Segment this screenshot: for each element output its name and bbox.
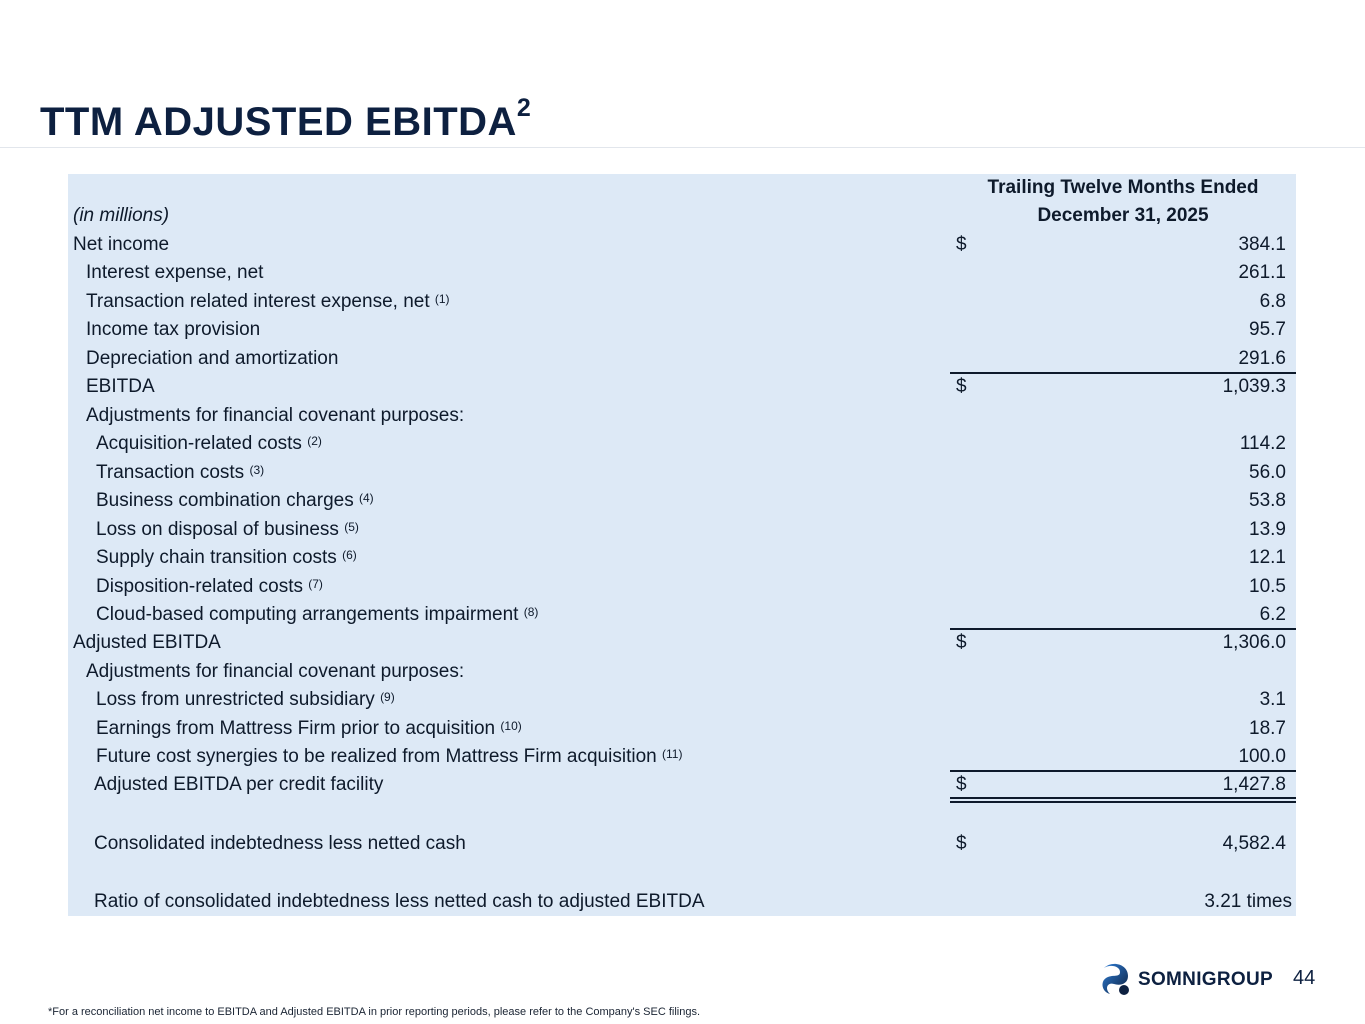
table-row <box>68 888 1296 916</box>
footnote-ref: (11) <box>662 747 683 761</box>
table-row <box>68 544 1296 572</box>
footnote-ref: (2) <box>307 434 322 448</box>
footnote-ref: (4) <box>358 491 374 505</box>
row-value: 10.5 <box>1249 576 1286 597</box>
table-row <box>68 288 1296 316</box>
row-value: 114.2 <box>1239 433 1286 454</box>
row-label: Future cost synergies to be realized from Mattress Firm acquisition $^{(11)}$ <box>96 746 683 767</box>
column-header-line2: December 31, 2025 <box>1037 205 1209 226</box>
row-value: 95.7 <box>1249 319 1286 340</box>
row-label: Adjustments for financial covenant purposes: <box>86 661 465 682</box>
row-value: 1,306.0 <box>1222 632 1286 653</box>
row-value: 1,039.3 <box>1222 376 1286 397</box>
ebitda-table <box>68 174 1296 916</box>
table-row <box>68 573 1296 601</box>
footnote-ref: (6) <box>342 548 357 562</box>
table-row <box>68 715 1296 743</box>
row-value: 3.21 times <box>1204 891 1292 912</box>
row-label: Cloud-based computing arrangements impairment $^{(8)}$ <box>96 604 539 625</box>
row-label: Adjustments for financial covenant purposes: <box>86 405 465 426</box>
row-label: Income tax provision <box>86 319 261 340</box>
row-value: 53.8 <box>1249 490 1286 511</box>
row-label: Net income <box>73 234 170 255</box>
row-value: 56.0 <box>1249 462 1286 483</box>
row-label: Earnings from Mattress Firm prior to acquisition $^{(10)}$ <box>96 718 522 739</box>
row-label: Adjusted EBITDA <box>73 632 221 653</box>
row-value: 12.1 <box>1249 547 1286 568</box>
table-row <box>68 345 1296 373</box>
table-row <box>68 430 1296 458</box>
table-row <box>68 373 1296 401</box>
row-value: 13.9 <box>1249 519 1286 540</box>
row-label: Transaction costs $^{(3)}$ <box>96 462 265 483</box>
row-label: Depreciation and amortization <box>86 348 339 369</box>
table-row <box>68 686 1296 714</box>
row-label: Ratio of consolidated indebtedness less netted cash to adjusted EBITDA <box>94 891 705 912</box>
table-row <box>68 487 1296 515</box>
row-value: 100.0 <box>1238 746 1286 767</box>
row-label: Disposition-related costs $^{(7)}$ <box>96 576 323 597</box>
row-value: 6.2 <box>1259 604 1286 625</box>
dollar-sign: $ <box>956 234 967 255</box>
footnote-ref: (9) <box>380 690 395 704</box>
table-row <box>68 516 1296 544</box>
footnote-ref: (3) <box>249 463 265 477</box>
row-label: Adjusted EBITDA per credit facility <box>94 774 384 795</box>
row-label: Acquisition-related costs $^{(2)}$ <box>96 433 322 454</box>
row-value: 291.6 <box>1238 348 1286 369</box>
units-label: (in millions) <box>73 205 170 226</box>
title-divider <box>0 147 1365 148</box>
row-label: Interest expense, net <box>86 262 264 283</box>
footnote-ref: (5) <box>344 520 359 534</box>
table-row <box>68 231 1296 259</box>
row-value: 261.1 <box>1238 262 1286 283</box>
table-row <box>68 771 1296 799</box>
page-number: 44 <box>1293 967 1316 989</box>
logo-text: SOMNIGROUP <box>1138 969 1273 990</box>
row-value: 384.1 <box>1238 234 1286 255</box>
table-row <box>68 259 1296 287</box>
company-logo <box>1098 958 1273 1002</box>
table-row <box>68 459 1296 487</box>
footnote-ref: (7) <box>308 577 323 591</box>
row-label: Transaction related interest expense, net $^{(1)}$ <box>86 291 450 312</box>
table-row <box>68 601 1296 629</box>
row-value: 6.8 <box>1259 291 1286 312</box>
footnote: *For a reconciliation net income to EBITDA and Adjusted EBITDA in prior reporting periods, please refer to the Company's SEC filings. <box>48 1006 701 1018</box>
table-row <box>68 402 1296 430</box>
table-row <box>68 658 1296 686</box>
somnigroup-logo-icon <box>1098 960 1132 1000</box>
row-value: 18.7 <box>1249 718 1286 739</box>
footnote-ref: (1) <box>434 292 450 306</box>
title-superscript: 2 <box>516 94 532 122</box>
row-label: Consolidated indebtedness less netted cash <box>94 833 466 854</box>
row-value: 3.1 <box>1259 689 1286 710</box>
row-label: Loss on disposal of business $^{(5)}$ <box>96 519 359 540</box>
double-rule-top <box>950 797 1296 799</box>
table-row <box>68 629 1296 657</box>
footnote-ref: (8) <box>523 605 539 619</box>
double-rule-bottom <box>950 801 1296 803</box>
row-label: Supply chain transition costs $^{(6)}$ <box>96 547 357 568</box>
page-title: TTM ADJUSTED EBITDA$^2$ <box>40 94 532 144</box>
row-value: 4,582.4 <box>1222 833 1286 854</box>
footnote-ref: (10) <box>500 719 522 733</box>
row-value: 1,427.8 <box>1222 774 1286 795</box>
dollar-sign: $ <box>956 833 967 854</box>
dollar-sign: $ <box>956 774 967 795</box>
dollar-sign: $ <box>956 632 967 653</box>
dollar-sign: $ <box>956 376 967 397</box>
column-header-line1: Trailing Twelve Months Ended <box>987 177 1259 198</box>
row-label: Business combination charges $^{(4)}$ <box>96 490 374 511</box>
table-row <box>68 830 1296 858</box>
table-row <box>68 316 1296 344</box>
table-row <box>68 743 1296 771</box>
row-label: EBITDA <box>86 376 155 397</box>
row-label: Loss from unrestricted subsidiary $^{(9)}$ <box>96 689 395 710</box>
